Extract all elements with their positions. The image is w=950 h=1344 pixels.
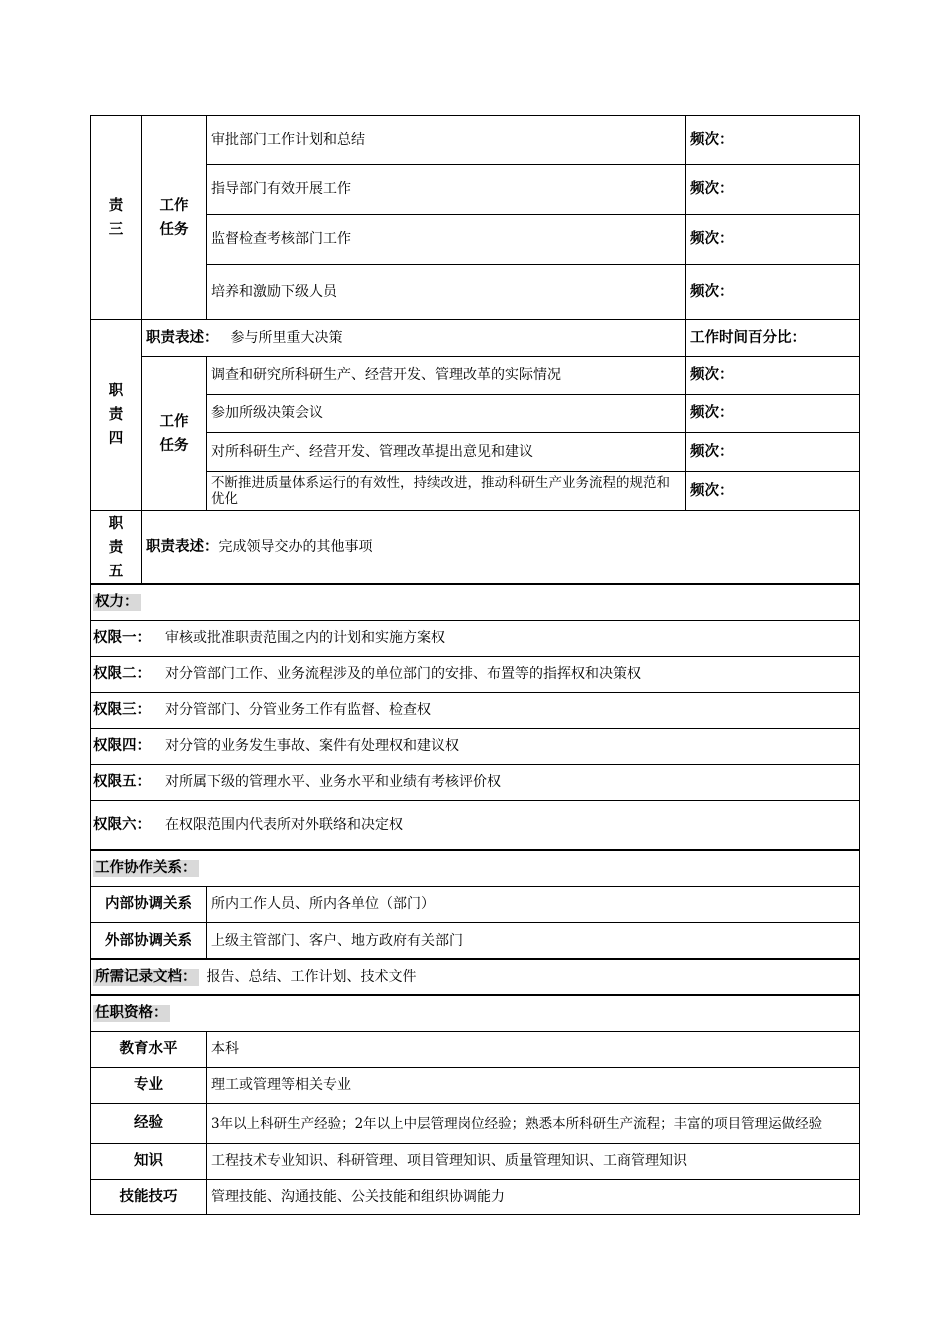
qual-value-text: 工程技术专业知识、科研管理、项目管理知识、质量管理知识、工商管理知识	[211, 1153, 687, 1169]
duty4-task-4-text: 不断推进质量体系运行的有效性，持续改进，推动科研生产业务流程的规范和优化	[211, 475, 670, 507]
duty4-label	[90, 319, 142, 511]
power-title: 权力：	[95, 594, 139, 610]
duty3-task-label-text: 工作 任务	[159, 197, 189, 238]
freq-label: 频次：	[690, 443, 734, 460]
power-text: 对分管部门工作、业务流程涉及的单位部门的安排、布置等的指挥权和决策权	[165, 666, 641, 682]
qualifications-section-title	[90, 994, 860, 1032]
qual-value-text: 管理技能、沟通技能、公关技能和组织协调能力	[211, 1188, 505, 1205]
duty5-label-text: 职 责 五	[108, 515, 124, 580]
duty3-freq-3	[685, 214, 860, 265]
qual-label-text: 知识	[134, 1153, 163, 1169]
duty4-label-text: 职 责 四	[108, 383, 124, 447]
records-row	[90, 958, 860, 996]
internal-relation-label	[90, 886, 207, 923]
qual-label-experience	[90, 1103, 207, 1144]
duty3-task-3-text: 监督检查考核部门工作	[211, 231, 351, 247]
duty3-freq-2	[685, 164, 860, 215]
duty4-task-4	[206, 471, 686, 511]
records-text: 报告、总结、工作计划、技术文件	[206, 969, 417, 985]
relations-title: 工作协作关系：	[95, 860, 197, 876]
freq-label: 频次：	[690, 131, 734, 148]
external-label-text: 外部协调关系	[105, 932, 192, 949]
power-label: 权限三：	[93, 702, 151, 718]
duty4-freq-1	[685, 356, 860, 395]
time-percent-label: 工作时间百分比：	[690, 329, 806, 346]
duty3-label	[90, 115, 142, 320]
qual-label-skills	[90, 1179, 207, 1215]
qualifications-title: 任职资格：	[95, 1005, 168, 1021]
duty3-task-1-text: 审批部门工作计划和总结	[211, 131, 365, 148]
power-label: 权限五：	[93, 774, 151, 790]
qual-value-knowledge	[206, 1143, 860, 1180]
power-row-5	[90, 764, 860, 801]
duty4-task-1	[206, 356, 686, 395]
power-label: 权限四：	[93, 738, 151, 754]
qual-label-knowledge	[90, 1143, 207, 1180]
qual-value-text: 3年以上科研生产经验；2年以上中层管理岗位经验；熟悉本所科研生产流程；丰富的项目管理运做经验	[211, 1115, 823, 1132]
duty5-desc-label: 职责表述：	[146, 539, 219, 555]
power-row-1	[90, 620, 860, 657]
duty3-task-4	[206, 264, 686, 320]
power-row-3	[90, 692, 860, 729]
relations-section-title	[90, 849, 860, 887]
records-title: 所需记录文档：	[95, 969, 197, 985]
duty3-task-1	[206, 115, 686, 165]
power-text: 在权限范围内代表所对外联络和决定权	[165, 816, 403, 833]
power-section-title	[90, 583, 860, 621]
internal-relation-value	[206, 886, 860, 923]
duty4-task-1-text: 调查和研究所科研生产、经营开发、管理改革的实际情况	[211, 367, 561, 383]
power-text: 对分管部门、分管业务工作有监督、检查权	[165, 702, 431, 718]
duty3-freq-4	[685, 264, 860, 320]
duty4-task-3-text: 对所科研生产、经营开发、管理改革提出意见和建议	[211, 443, 533, 460]
duty3-task-2-text: 指导部门有效开展工作	[211, 181, 351, 197]
duty3-task-3	[206, 214, 686, 265]
power-text: 对所属下级的管理水平、业务水平和业绩有考核评价权	[165, 774, 501, 790]
duty5-desc-row	[141, 510, 860, 585]
qual-label-text: 经验	[134, 1115, 163, 1131]
power-row-4	[90, 728, 860, 765]
qual-value-skills	[206, 1179, 860, 1215]
qual-label-text: 专业	[134, 1077, 163, 1093]
duty4-freq-3	[685, 432, 860, 472]
qual-value-major	[206, 1067, 860, 1104]
duty4-freq-4	[685, 471, 860, 511]
freq-label: 频次：	[690, 405, 734, 421]
duty4-task-label	[141, 356, 207, 511]
power-label: 权限二：	[93, 666, 151, 682]
power-text: 对分管的业务发生事故、案件有处理权和建议权	[165, 738, 459, 754]
duty4-task-label-text: 工作 任务	[159, 413, 189, 454]
duty4-freq-2	[685, 394, 860, 433]
duty3-label-text: 责 三	[108, 197, 124, 238]
freq-label: 频次：	[690, 181, 734, 197]
duty4-time-percent	[685, 319, 860, 357]
duty5-label	[90, 510, 142, 585]
qual-label-education	[90, 1031, 207, 1068]
duty4-desc-row	[141, 319, 686, 357]
qual-value-text: 理工或管理等相关专业	[211, 1077, 351, 1093]
duty4-task-3	[206, 432, 686, 472]
power-label: 权限一：	[93, 630, 151, 646]
duty3-task-4-text: 培养和激励下级人员	[211, 283, 337, 300]
qual-value-education	[206, 1031, 860, 1068]
power-label: 权限六：	[93, 816, 151, 833]
duty4-desc: 参与所里重大决策	[230, 329, 343, 346]
power-row-2	[90, 656, 860, 693]
duty4-task-2	[206, 394, 686, 433]
qual-value-experience	[206, 1103, 860, 1144]
freq-label: 频次：	[690, 367, 734, 383]
freq-label: 频次：	[690, 482, 734, 499]
freq-label: 频次：	[690, 283, 734, 300]
freq-label: 频次：	[690, 231, 734, 247]
duty3-task-2	[206, 164, 686, 215]
qual-value-text: 本科	[211, 1041, 239, 1057]
internal-label-text: 内部协调关系	[105, 896, 192, 912]
qual-label-text: 技能技巧	[119, 1188, 178, 1205]
internal-value-text: 所内工作人员、所内各单位（部门）	[211, 896, 435, 912]
qual-label-major	[90, 1067, 207, 1104]
duty3-freq-1	[685, 115, 860, 165]
duty3-task-label	[141, 115, 207, 320]
external-value-text: 上级主管部门、客户、地方政府有关部门	[211, 932, 463, 949]
duty4-desc-label: 职责表述：	[146, 329, 219, 346]
duty4-task-2-text: 参加所级决策会议	[211, 405, 323, 421]
external-relation-value	[206, 922, 860, 960]
power-text: 审核或批准职责范围之内的计划和实施方案权	[165, 630, 445, 646]
external-relation-label	[90, 922, 207, 960]
power-row-6	[90, 800, 860, 850]
duty5-desc: 完成领导交办的其他事项	[218, 539, 373, 555]
qual-label-text: 教育水平	[119, 1041, 178, 1057]
